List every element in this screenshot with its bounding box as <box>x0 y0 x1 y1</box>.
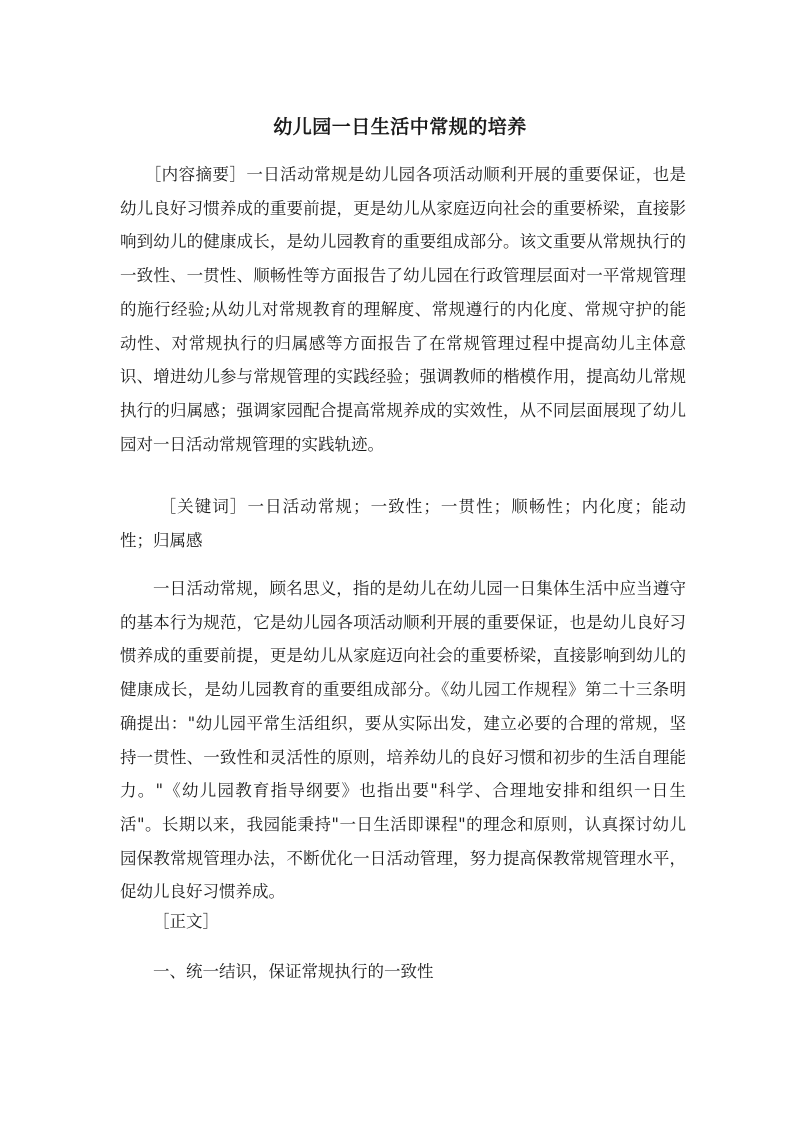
body-label: ［正文］ <box>153 912 219 931</box>
section-heading: 一、统一结识，保证常规执行的一致性 <box>153 962 434 981</box>
keywords-paragraph: ［关键词］一日活动常规；一致性；一贯性；顺畅性；内化度；能动性；归属感 <box>120 497 686 550</box>
document-title: 幼儿园一日生活中常规的培养 <box>273 116 527 138</box>
abstract-paragraph: ［内容摘要］一日活动常规是幼儿园各项活动顺利开展的重要保证，也是幼儿良好习惯养成的重要前提，更是幼儿从家庭迈向社会的重要桥梁，直接影响到幼儿的健康成长，是幼儿园教育的重要组成部分。该文重要从常规执行的一致性、一贯性、顺畅性等方面报告了幼儿园在行政管理层面对一平常规管理的施行经验;从幼儿对常规教育的理解度、常规遵行的内化度、常规守护的能动性、对常规执行的归属感等方面报告了在常规管理过程中提高幼儿主体意识、增进幼儿参与常规管理的实践经验；强调教师的楷模作用，提高幼儿常规执行的归属感；强调家园配合提高常规养成的实效性，从不同层面展现了幼儿园对一日活动常规管理的实践轨迹。 <box>120 165 686 454</box>
body-paragraph: 一日活动常规，顾名思义，指的是幼儿在幼儿园一日集体生活中应当遵守的基本行为规范，它是幼儿园各项活动顺利开展的重要保证，也是幼儿良好习惯养成的重要前提，更是幼儿从家庭迈向社会的重要桥梁，直接影响到幼儿的健康成长，是幼儿园教育的重要组成部分。《幼儿园工作规程》第二十三条明确提出："幼儿园平常生活组织，要从实际出发，建立必要的合理的常规，坚持一贯性、一致性和灵活性的原则，培养幼儿的良好习惯和初步的生活自理能力。"《幼儿园教育指导纲要》也指出要"科学、合理地安排和组织一日生活"。长期以来，我园能秉持"一日生活即课程"的理念和原则，认真探讨幼儿园保教常规管理办法，不断优化一日活动管理，努力提高保教常规管理水平，促幼儿良好习惯养成。 <box>120 579 686 902</box>
